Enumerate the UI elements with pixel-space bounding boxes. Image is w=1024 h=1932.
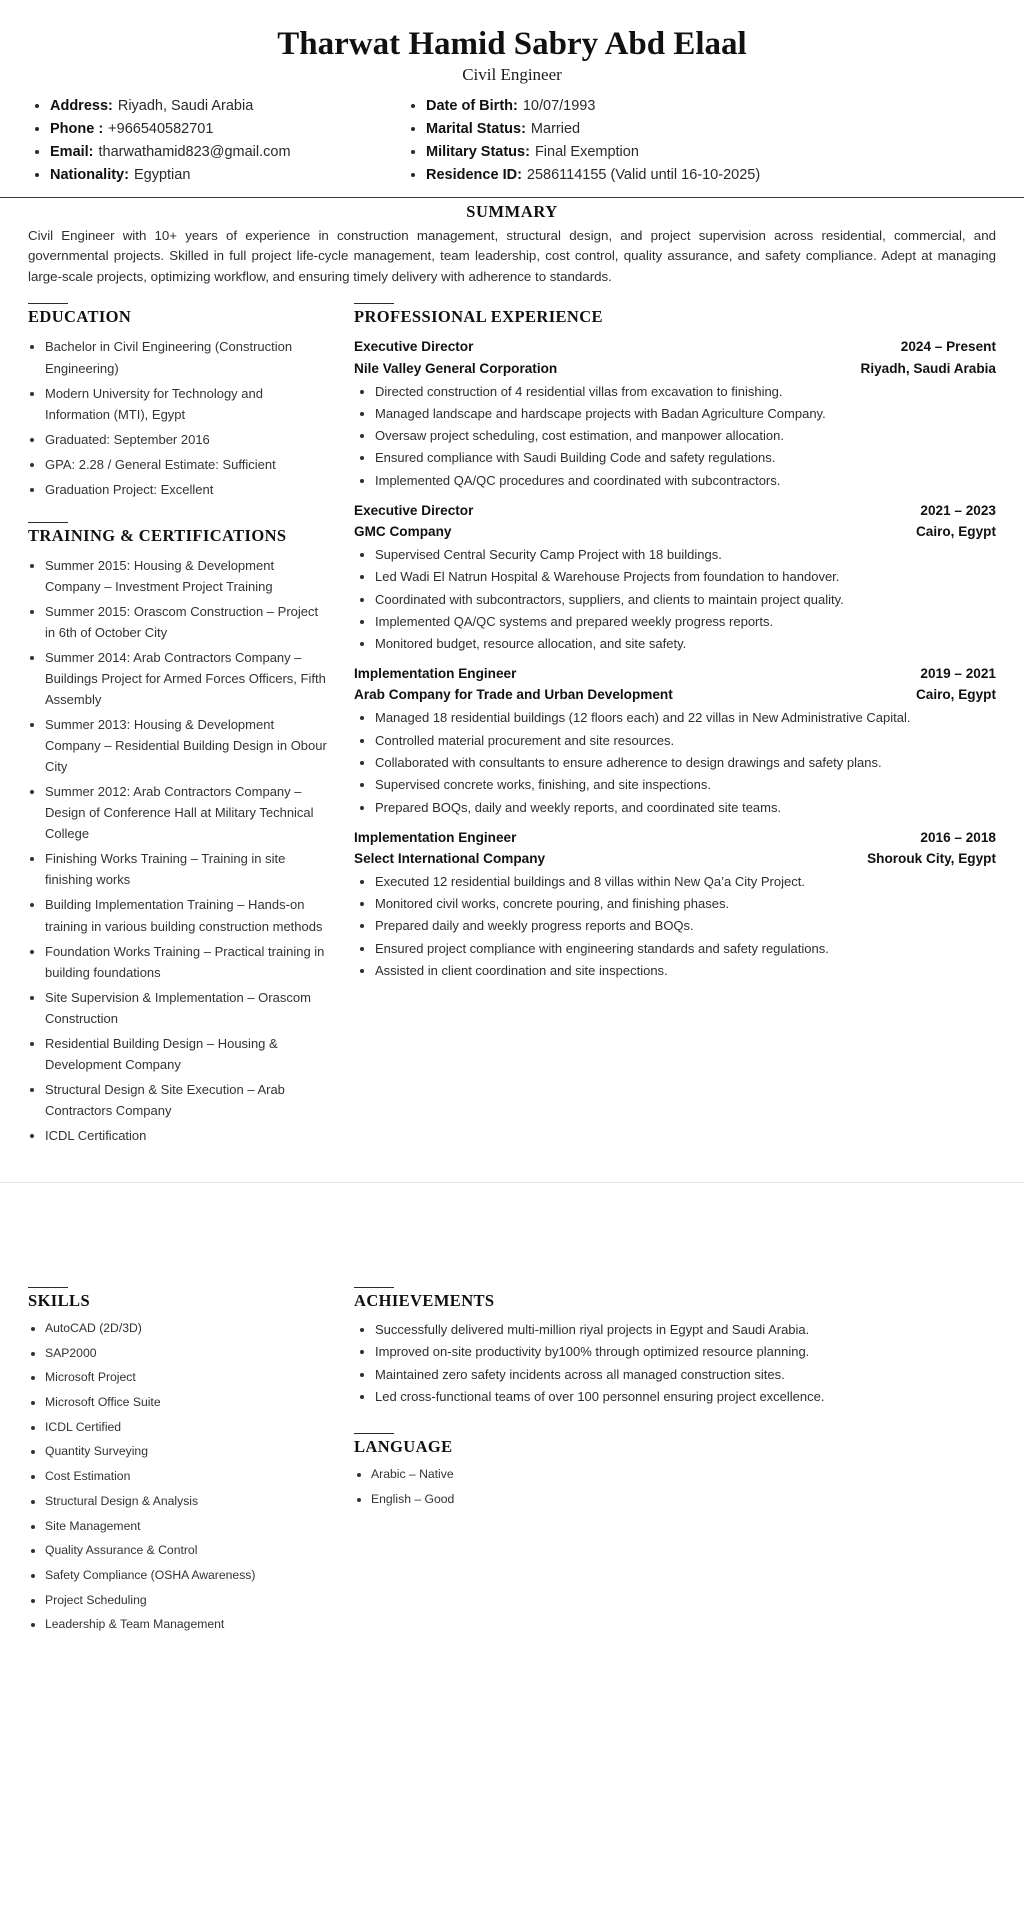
job-company: GMC Company [354,523,452,539]
list-item: • Executed 12 residential buildings and 8 villas within New Qa’a City Project. [375,872,996,892]
experience-heading: PROFESSIONAL EXPERIENCE [354,303,996,327]
training-certifications-section [28,522,330,1146]
list-item: • ICDL Certification [45,1125,330,1146]
list-item: • Safety Compliance (OSHA Awareness) [45,1567,330,1585]
list-item: • Microsoft Office Suite [45,1394,330,1412]
contact-label: Military Status: [426,143,530,160]
contact-value: 10/07/1993 [522,98,596,114]
job-title-row [354,336,996,357]
skills-heading: SKILLS [28,1287,330,1311]
main-columns-page-2 [0,1287,1024,1656]
list-item: • Ensured compliance with Saudi Building Code and safety regulations. [375,448,996,468]
resume-page-2 [0,1183,1024,1931]
job-location: Cairo, Egypt [915,687,996,703]
contact-label: Phone : [50,120,104,137]
list-item: • SAP2000 [45,1345,330,1363]
job-company: Select International Company [354,850,546,866]
job-title-row [354,500,996,521]
education-section [28,303,330,499]
list-item: • Maintained zero safety incidents across all managed construction sites. [375,1365,996,1385]
list-item: • Modern University for Technology and Information (MTI), Egypt [45,383,330,425]
contact-phone [50,118,408,141]
job-dates: 2016 – 2018 [920,829,996,845]
contact-address [50,95,408,118]
list-item: • Coordinated with subcontractors, suppliers, and clients to maintain project quality. [375,590,996,610]
education-heading: EDUCATION [28,303,330,327]
contact-column-left [32,95,408,187]
education-list [28,336,330,499]
list-item: • GPA: 2.28 / General Estimate: Sufficient [45,454,330,475]
job-title-row [354,663,996,684]
job-title: Implementation Engineer [354,829,517,845]
candidate-title: Civil Engineer [462,65,562,84]
contact-value: Final Exemption [534,143,639,160]
job-company-row [354,848,996,869]
contact-email [50,141,408,164]
candidate-name: Tharwat Hamid Sabry Abd Elaal [277,26,747,62]
list-item: • Oversaw project scheduling, cost estimation, and manpower allocation. [375,426,996,446]
contact-value: Egyptian [133,166,191,183]
list-item: • Structural Design & Site Execution – Arab Contractors Company [45,1079,330,1121]
list-item: • Ensured project compliance with engineering standards and safety regulations. [375,939,996,959]
contact-info [0,95,1024,187]
list-item: • Supervised Central Security Camp Project with 18 buildings. [375,545,996,565]
list-item: • Graduation Project: Excellent [45,479,330,500]
list-item: • Summer 2015: Orascom Construction – Project in 6th of October City [45,601,330,643]
achievements-section [354,1287,996,1407]
achievements-heading: ACHIEVEMENTS [354,1287,996,1311]
list-item: • Summer 2012: Arab Contractors Company – Design of Conference Hall at Military Technical College [45,781,330,844]
contact-value: 2586114155 (Valid until 16-10-2025) [526,166,761,183]
list-item: • Prepared BOQs, daily and weekly reports, and coordinated site teams. [375,798,996,818]
skills-section [28,1287,330,1634]
right-column [354,1287,996,1656]
contact-label: Residence ID: [426,166,522,183]
job-bullet-list [354,545,996,654]
list-item: • Successfully delivered multi-million riyal projects in Egypt and Saudi Arabia. [375,1320,996,1340]
language-list [354,1466,996,1508]
professional-experience-section [354,303,996,981]
contact-residence-id [426,164,1000,187]
language-section [354,1433,996,1508]
list-item: • Summer 2014: Arab Contractors Company – Buildings Project for Armed Forces Officers, Fifth Assembly [45,647,330,710]
contact-value: Married [530,120,581,137]
contact-military-status [426,141,1000,164]
job-entry-3 [354,663,996,817]
job-bullet-list [354,382,996,491]
job-dates: 2021 – 2023 [920,502,996,518]
main-columns-page-1 [0,303,1024,1168]
contact-nationality [50,164,408,187]
list-item: • ICDL Certified [45,1419,330,1437]
job-location: Shorouk City, Egypt [867,850,996,866]
list-item: • Quantity Surveying [45,1443,330,1461]
list-item: • Controlled material procurement and site resources. [375,731,996,751]
left-column [28,303,330,1168]
job-company: Nile Valley General Corporation [354,360,558,376]
list-item: • Prepared daily and weekly progress reports and BOQs. [375,916,996,936]
summary-section [0,202,1024,288]
list-item: • Summer 2013: Housing & Development Company – Residential Building Design in Obour City [45,714,330,777]
job-company: Arab Company for Trade and Urban Development [354,687,673,703]
skills-list [28,1320,330,1634]
contact-date-of-birth [426,95,1000,118]
right-column [354,303,996,1168]
header-divider [0,197,1024,198]
list-item: • Summer 2015: Housing & Development Company – Investment Project Training [45,555,330,597]
list-item: • Residential Building Design – Housing & Development Company [45,1033,330,1075]
list-item: • Implemented QA/QC systems and prepared weekly progress reports. [375,612,996,632]
list-item: • Arabic – Native [371,1466,996,1484]
list-item: • Graduated: September 2016 [45,429,330,450]
job-company-row [354,521,996,542]
list-item: • Finishing Works Training – Training in site finishing works [45,848,330,890]
left-column [28,1287,330,1656]
contact-value: +966540582701 [108,120,214,137]
contact-value: tharwathamid823@gmail.com [98,143,291,160]
job-title: Executive Director [354,339,474,355]
list-item: • Leadership & Team Management [45,1616,330,1634]
job-company-row [354,358,996,379]
list-item: • Monitored budget, resource allocation, and site safety. [375,634,996,654]
job-dates: 2019 – 2021 [920,666,996,682]
list-item: • Project Scheduling [45,1592,330,1610]
contact-label: Email: [50,143,94,160]
job-title-row [354,827,996,848]
list-item: • AutoCAD (2D/3D) [45,1320,330,1338]
contact-label: Nationality: [50,166,129,183]
list-item: • Cost Estimation [45,1468,330,1486]
list-item: • Foundation Works Training – Practical training in building foundations [45,941,330,983]
job-title: Implementation Engineer [354,666,517,682]
list-item: • Assisted in client coordination and site inspections. [375,961,996,981]
list-item: • Led cross-functional teams of over 100 personnel ensuring project excellence. [375,1387,996,1407]
training-list [28,555,330,1146]
list-item: • Quality Assurance & Control [45,1542,330,1560]
job-entry-1 [354,336,996,490]
list-item: • Collaborated with consultants to ensure adherence to design drawings and safety plans. [375,753,996,773]
job-entry-2 [354,500,996,654]
job-location: Riyadh, Saudi Arabia [860,360,996,376]
contact-label: Marital Status: [426,120,526,137]
list-item: • Monitored civil works, concrete pouring, and finishing phases. [375,894,996,914]
achievements-list [354,1320,996,1407]
list-item: • Site Management [45,1518,330,1536]
job-title: Executive Director [354,502,474,518]
training-heading: TRAINING & CERTIFICATIONS [28,522,330,546]
contact-value: Riyadh, Saudi Arabia [117,98,254,114]
contact-column-right [408,95,1000,187]
list-item: • Directed construction of 4 residential villas from excavation to finishing. [375,382,996,402]
list-item: • Building Implementation Training – Hands-on training in various building construction methods [45,894,330,936]
list-item: • Bachelor in Civil Engineering (Construction Engineering) [45,336,330,378]
job-bullet-list [354,872,996,981]
job-bullet-list [354,708,996,817]
list-item: • Improved on-site productivity by100% through optimized resource planning. [375,1342,996,1362]
list-item: • Led Wadi El Natrun Hospital & Warehouse Projects from foundation to handover. [375,567,996,587]
summary-heading: SUMMARY [466,201,558,221]
list-item: • Implemented QA/QC procedures and coordinated with subcontractors. [375,471,996,491]
job-company-row [354,684,996,705]
resume-header [0,26,1024,187]
list-item: • Managed 18 residential buildings (12 floors each) and 22 villas in New Administrative Capital. [375,708,996,728]
job-location: Cairo, Egypt [915,523,996,539]
job-dates: 2024 – Present [900,339,996,355]
list-item: • Site Supervision & Implementation – Orascom Construction [45,987,330,1029]
job-entry-4 [354,827,996,981]
summary-text: Civil Engineer with 10+ years of experience in construction management, structural design, and project supervision across residential, commercial, and governmental projects. Skilled in full project life-cycle management, team leadership, cost control, quality assurance, and safety compliance. Adept at managing large-scale projects, optimizing workflow, and ensuring timely delivery with adherence to standards. [28,227,996,284]
list-item: • Structural Design & Analysis [45,1493,330,1511]
list-item: • Managed landscape and hardscape projects with Badan Agriculture Company. [375,404,996,424]
list-item: • Microsoft Project [45,1369,330,1387]
contact-label: Address: [50,98,113,114]
list-item: • English – Good [371,1491,996,1509]
contact-marital-status [426,118,1000,141]
language-heading: LANGUAGE [354,1433,996,1457]
contact-label: Date of Birth: [426,98,518,114]
list-item: • Supervised concrete works, finishing, and site inspections. [375,775,996,795]
